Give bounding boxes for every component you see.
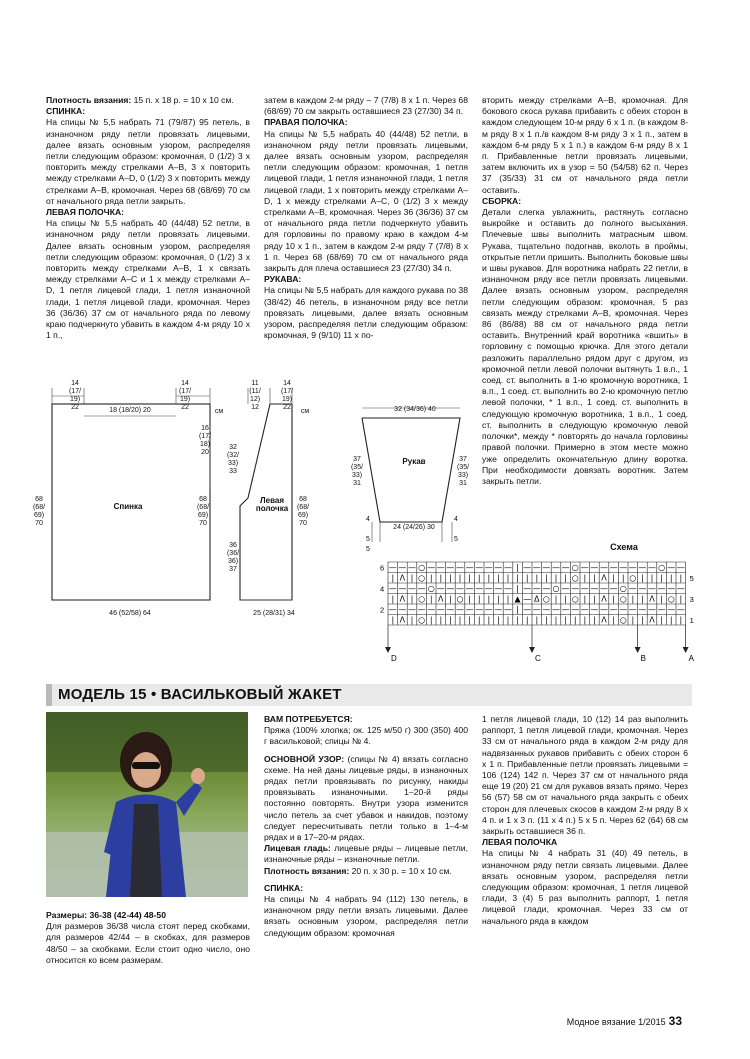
chart-arrow-head bbox=[529, 647, 535, 653]
chart-cell: | bbox=[525, 615, 529, 625]
chart-cell: — bbox=[456, 605, 464, 615]
chart-cell: — bbox=[427, 605, 436, 615]
chart-cell: — bbox=[571, 584, 580, 594]
chart-cell: — bbox=[667, 563, 676, 573]
chart-cell: — bbox=[504, 584, 512, 594]
inline-label: Плотность вязания: bbox=[264, 865, 350, 876]
back-left-side-dim: 68 (68/ 69) 70 bbox=[32, 496, 46, 527]
chart-cell: | bbox=[506, 594, 510, 604]
chart-cell: | bbox=[612, 594, 615, 604]
chart-cell: | bbox=[477, 615, 481, 625]
chart-cell: — bbox=[638, 605, 647, 615]
chart-cell: — bbox=[657, 584, 666, 594]
chart-cell: ○ bbox=[418, 594, 426, 604]
chart-cell: | bbox=[516, 605, 519, 615]
chart-cell: ○ bbox=[418, 615, 426, 625]
chart-cell: | bbox=[679, 615, 683, 625]
chart-cell: | bbox=[583, 615, 587, 625]
row-number-right: 1 bbox=[689, 615, 694, 625]
chart-cell: | bbox=[487, 573, 491, 583]
chart-cell: — bbox=[417, 584, 426, 594]
paragraph bbox=[482, 848, 688, 926]
chart-cell: — bbox=[398, 563, 407, 573]
chart-cell: — bbox=[436, 584, 445, 594]
back-unit: см bbox=[214, 408, 224, 415]
magazine-name: Модное вязание 1/2015 bbox=[566, 1017, 666, 1027]
paragraph bbox=[264, 95, 468, 117]
sleeve-under-right-dim: 5 bbox=[454, 536, 458, 543]
chart-cell: | bbox=[612, 615, 615, 625]
chart-cell: | bbox=[468, 615, 471, 625]
paragraph-text: 20 п. х 30 р. = 10 х 10 см. bbox=[349, 865, 452, 876]
chart-cell: | bbox=[554, 615, 558, 625]
sleeve-bottom-right-dim: 4 bbox=[454, 516, 458, 523]
paragraph-text: вторить между стрелками А–В, кромочная. Для бокового скоса рукава прибавить с обеих сторон в каждом следующем 10-м ряду 6 х 1 п. (в каждом 8-м ряду 8 х 1 п./в каждом 8-м ряду 3 х 1 п., затем в каждом 6-м ряду 5 х 1 п.) в каждом 6-м ряду 8 х 1 п. Прибавленные петли провязать лицевыми, затем включить их в узор = 50 (54/58) 62 п. Через 37 (35/33) 31 см от начального ряда петли оставить. bbox=[482, 95, 688, 195]
back-right-side-dim: 68 (68/ 69) 70 bbox=[196, 496, 210, 527]
chart-cell: ○ bbox=[456, 594, 464, 604]
chart-cell: ○ bbox=[667, 594, 675, 604]
section-heading: ПРАВАЯ ПОЛОЧКА: bbox=[264, 117, 348, 128]
front-left-neck-dim: 32 (32/ 33) 33 bbox=[226, 444, 240, 475]
paragraph-text: На спицы № 4 набрать 31 (40) 49 петель, в изнаночном ряду петли связать лицевыми. Далее вязать основным узором, распределяя петли следующим образом: кромочная, 1 петля лицевой глади, 3 (4) 5 раз выполнить раппорт, 1 петля лицевой глади, кромочная. Через 33 см от начального ряда в каждом bbox=[482, 848, 688, 926]
chart-cell: — bbox=[523, 563, 532, 573]
chart-cell: — bbox=[552, 563, 560, 573]
chart-cell: | bbox=[669, 573, 673, 583]
chart-cell: ○ bbox=[619, 615, 627, 625]
paragraph bbox=[264, 894, 468, 939]
chart-cell: — bbox=[484, 563, 493, 573]
chart-cell: | bbox=[583, 573, 587, 583]
paragraph-text: На спицы № 4 набрать 94 (112) 130 петель, в изнаночном ряду петли вязать лицевыми. Далее вязать основным узором, распределяя петли следующим образом: кромочная bbox=[264, 894, 468, 938]
chart-cell: — bbox=[408, 605, 416, 615]
knitting-chart bbox=[370, 554, 700, 664]
chart-cell: — bbox=[398, 584, 407, 594]
chart-cell: — bbox=[561, 605, 570, 615]
chart-cell: | bbox=[439, 615, 443, 625]
chart-cell: | bbox=[593, 615, 596, 625]
chart-cell: | bbox=[391, 615, 395, 625]
paragraph bbox=[264, 725, 468, 747]
paragraph bbox=[264, 754, 468, 844]
chart-cell: — bbox=[456, 563, 464, 573]
row-number-left: 2 bbox=[380, 605, 385, 615]
front-name: Левая полочка bbox=[255, 496, 289, 513]
chart-cell: — bbox=[580, 584, 589, 594]
chart-cell: — bbox=[532, 563, 541, 573]
sleeve-left-dim: 37 (35/ 33) 31 bbox=[350, 456, 364, 487]
sleeve-name: Рукав bbox=[402, 457, 426, 466]
chart-cell: | bbox=[535, 573, 539, 583]
chart-cell: Λ bbox=[601, 594, 607, 604]
paragraph bbox=[46, 117, 250, 207]
chart-cell: — bbox=[436, 605, 445, 615]
paragraph bbox=[482, 714, 688, 837]
chart-cell: ○ bbox=[552, 584, 560, 594]
chart-cell: | bbox=[449, 615, 452, 625]
chart-cell: | bbox=[545, 573, 548, 583]
chart-cell: — bbox=[484, 584, 493, 594]
chart-cell: — bbox=[532, 605, 541, 615]
section-heading: РУКАВА: bbox=[264, 274, 302, 285]
chart-cell: Λ bbox=[649, 594, 655, 604]
chart-cell: Λ bbox=[399, 573, 406, 583]
chart-cell: — bbox=[427, 563, 436, 573]
chart-cell: — bbox=[609, 584, 618, 594]
back-bottom-dim: 46 (52/58) 64 bbox=[109, 610, 151, 617]
chart-cell: | bbox=[410, 615, 414, 625]
front-left-low-dim: 36 (36/ 36) 37 bbox=[226, 542, 240, 573]
back-top-left-dim: 14 (17/ 19) 22 bbox=[68, 380, 82, 411]
chart-cell: — bbox=[542, 563, 551, 573]
chart-cell: — bbox=[628, 584, 637, 594]
chart-cell: | bbox=[516, 563, 519, 573]
paragraph-text: (спицы № 4) вязать согласно схеме. На ней даны лицевые ряды, в изнаночных рядах петли провязывать по рисунку, накиды провязывать изнаночными. 1–20-й ряды постоянно повторять. Внутри узора изменится число петель за счет убавок и накидов, поэтому следует пересчитывать петли только в 1–4-м рядах и в 17–20-м рядах. bbox=[264, 753, 468, 843]
chart-cell: — bbox=[600, 584, 608, 594]
chart-cell: | bbox=[468, 573, 471, 583]
page-number: 33 bbox=[668, 1014, 682, 1028]
chart-cell: ○ bbox=[571, 573, 579, 583]
chart-cell: | bbox=[487, 594, 491, 604]
chart-cell: — bbox=[580, 563, 589, 573]
chart-cell: | bbox=[458, 615, 462, 625]
chart-cell: — bbox=[676, 605, 685, 615]
back-name: Спинка bbox=[113, 502, 143, 511]
chart-cell: | bbox=[391, 573, 395, 583]
chart-cell: — bbox=[523, 584, 532, 594]
sizes-block bbox=[46, 910, 250, 966]
chart-cell: | bbox=[593, 573, 596, 583]
chart-cell: | bbox=[583, 594, 587, 604]
chart-cell: | bbox=[497, 615, 500, 625]
chart-cell: — bbox=[676, 563, 685, 573]
section-heading: ЛЕВАЯ ПОЛОЧКА: bbox=[46, 207, 125, 218]
row-number-left: 6 bbox=[380, 563, 385, 573]
chart-cell: | bbox=[497, 594, 500, 604]
section-heading: ЛЕВАЯ ПОЛОЧКА bbox=[482, 837, 558, 848]
chart-cell: | bbox=[468, 594, 471, 604]
chart-cell: — bbox=[465, 605, 474, 615]
chart-cell: | bbox=[429, 573, 433, 583]
chart-cell: ○ bbox=[658, 563, 666, 573]
chart-cell: | bbox=[631, 594, 635, 604]
chart-cell: | bbox=[650, 573, 654, 583]
paragraph-text: На спицы № 5,5 набрать для каждого рукава по 38 (38/42) 46 петель, в изнаночном ряду все петли провязать лицевыми, далее вязать основным узором, распределяя петли следующим образом: кромочная, 9 (9/10) 11 х по- bbox=[264, 285, 468, 341]
chart-cell: — bbox=[542, 605, 551, 615]
chart-cell: | bbox=[660, 573, 663, 583]
chart-cell: — bbox=[475, 563, 484, 573]
chart-cell: — bbox=[600, 563, 608, 573]
chart-cell: ○ bbox=[629, 573, 637, 583]
chart-cell: — bbox=[561, 563, 570, 573]
sleeve-right-dim: 37 (35/ 33) 31 bbox=[456, 456, 470, 487]
chart-cell: — bbox=[456, 584, 464, 594]
chart-cell: | bbox=[439, 573, 443, 583]
text-column-3 bbox=[482, 95, 688, 487]
section-heading: СПИНКА: bbox=[264, 882, 304, 893]
chart-cell: | bbox=[449, 573, 452, 583]
chart-cell: | bbox=[506, 615, 510, 625]
chart-cell: — bbox=[532, 584, 541, 594]
chart-cell: — bbox=[475, 584, 484, 594]
chart-cell: — bbox=[590, 584, 599, 594]
chart-arrow-label: C bbox=[535, 654, 541, 663]
chart-cell: — bbox=[494, 605, 503, 615]
paragraph bbox=[46, 218, 250, 341]
chart-arrow-label: A bbox=[688, 654, 694, 663]
chart-cell: — bbox=[561, 584, 570, 594]
chart-arrow-label: B bbox=[640, 654, 646, 663]
chart-cell: — bbox=[648, 563, 656, 573]
chart-cell: — bbox=[388, 584, 397, 594]
chart-cell: Λ bbox=[399, 594, 406, 604]
chart-cell: — bbox=[408, 584, 416, 594]
section-heading: ВАМ ПОТРЕБУЕТСЯ: bbox=[264, 714, 353, 724]
sizes-text: Для размеров 36/38 числа стоят перед скобками, для размеров 42/44 – в скобках, для размеров 48/50 – за скобками. Если стоит одно число, оно относится ко всем размерам. bbox=[46, 921, 250, 965]
front-bottom-dim: 25 (28/31) 34 bbox=[253, 610, 295, 617]
chart-cell: — bbox=[523, 605, 532, 615]
text-column-1 bbox=[46, 95, 250, 341]
chart-cell: ○ bbox=[427, 584, 435, 594]
chart-cell: | bbox=[641, 573, 644, 583]
chart-cell: | bbox=[554, 573, 558, 583]
chart-cell: | bbox=[516, 573, 519, 583]
chart-cell: — bbox=[609, 563, 618, 573]
chart-cell: | bbox=[516, 584, 519, 594]
chart-cell: — bbox=[590, 605, 599, 615]
chart-cell: — bbox=[638, 584, 647, 594]
chart-cell: | bbox=[621, 573, 625, 583]
chart-cell: | bbox=[554, 594, 558, 604]
model-photo bbox=[46, 712, 248, 897]
chart-cell: | bbox=[660, 615, 663, 625]
back-top-mid-dim: 18 (18/20) 20 bbox=[109, 407, 151, 414]
chart-cell: — bbox=[628, 563, 637, 573]
chart-cell: — bbox=[619, 605, 628, 615]
paragraph-text: На спицы № 5,5 набрать 40 (44/48) 52 петли, в изнаночном ряду петли провязать лицевыми. Далее вязать основным узором, распределяя петли следующим образом: кромочная, 0 (1/2) 3 х повторить между стрелками А–В, 1 х связать между стрелками А–С и 1 х между стрелками А–D, 1 петля лицевой глади, 1 петля изнаночной глади, 1 петля лицевой глади, кромочная. Через 36 (36/36) 37 см от начального ряда по левому краю подчеркнуто убавить в каждом 4-м ряду 10 х 1 п., bbox=[46, 218, 250, 341]
paragraph bbox=[482, 207, 688, 487]
chart-arrow-head bbox=[385, 647, 391, 653]
paragraph-text: 15 п. х 18 р. = 10 х 10 см. bbox=[131, 95, 234, 105]
chart-cell: | bbox=[410, 573, 414, 583]
chart-cell: | bbox=[429, 594, 433, 604]
chart-arrow-label: D bbox=[391, 654, 397, 663]
paragraph-text: Пряжа (100% хлопка; ок. 125 м/50 г) 300 (350) 400 г васильковой; спицы № 4. bbox=[264, 725, 468, 747]
chart-cell: | bbox=[631, 615, 635, 625]
chart-cell: — bbox=[388, 563, 397, 573]
chart-cell: — bbox=[580, 605, 589, 615]
chart-cell: ○ bbox=[418, 563, 426, 573]
chart-arrow-head bbox=[683, 647, 689, 653]
chart-cell: Λ bbox=[399, 615, 406, 625]
paragraph-text: На спицы № 5,5 набрать 71 (79/87) 95 петель, в изнаночном ряду петли провязать лицевыми, далее вязать основным узором, распределяя петли следующим образом: кромочная, 0 (1/2) 3 х повторить между стрелками А–В, 3 х повторить между стрелками А–D, 0 (1/2) 3 х повторить между стрелками А–В, кромочная. Через 68 (68/69) 70 см от начального ряда петли закрыть. bbox=[46, 117, 250, 206]
chart-cell: | bbox=[564, 615, 567, 625]
chart-cell: — bbox=[417, 605, 426, 615]
chart-cell: — bbox=[398, 605, 407, 615]
chart-cell: — bbox=[676, 584, 685, 594]
text-column-2 bbox=[264, 95, 468, 341]
chart-cell: — bbox=[446, 563, 455, 573]
sleeve-top-dim: 32 (34/36) 40 bbox=[394, 406, 436, 413]
chart-cell: Λ bbox=[601, 573, 607, 583]
chart-cell: ○ bbox=[571, 594, 579, 604]
back-right-top-dim: 16 (17/ 18) 20 bbox=[198, 425, 212, 456]
chart-cell: — bbox=[648, 605, 656, 615]
chart-cell: — bbox=[619, 563, 628, 573]
chart-cell: — bbox=[494, 563, 503, 573]
paragraph-text: 1 петля лицевой глади, 10 (12) 14 раз выполнить раппорт, 1 петля лицевой глади, кромочная. Через 33 см от начального ряда в каждом 2-м ряду для надвязанных рукавов прибавить с обеих сторон 6 х 1 п. Прибавленные петли провязать лицевыми = 106 (124) 142 п. Через 37 см от начального ряда еще 19 (20) 21 см для рукавов вязать прямо. Через 56 (57) 58 см от начального ряда закрыть с обеих сторон для плечевых скосов в каждом 2-м ряду 8 х 4 п. и 1 х 3 п. (11 х 4 п.) 5 х 5 п. Через 62 (64) 68 см закрыть оставшиеся 36 п. bbox=[482, 714, 688, 837]
chart-cell: ○ bbox=[619, 584, 627, 594]
chart-cell: ○ bbox=[571, 563, 579, 573]
chart-cell: | bbox=[669, 615, 673, 625]
chart-cell: Λ bbox=[601, 615, 607, 625]
chart-cell: Λ bbox=[649, 615, 655, 625]
paragraph-text: Детали слегка увлажнить, растянуть согласно выкройке и оставить до полного высыхания. Плечевые швы выполнить матрасным швом. Рукава, тщательно подогнав, вколоть в проймы, открытые петли пришить. Выполнить боковые швы и швы рукавов. Для воротника набрать 22 петли, в изнаночном ряду все петли провязать лицевыми. Далее вязать основным узором, распределяя петли следующим образом: кромочная, 5 раз связать между стрелками А–В, кромочная. Через 86 (86/88) 88 см от начального ряда петли оставить. Внутренний край воротника «вшить» в горловину с помощью крючка. Для этого детали разложить параллельно рядом друг с другом, из кромочной петли левой полочки вытянуть 1 в.п., 1 соед. ст. выполнить в 1-ю кромочную воротника, 1 в.п., 1 соед. ст. выполнить во 2-ю кромочную петлю левой полочки, * 1 в.п., 1 соед. ст. выполнить в следующую кромочную воротника, 1 в.п., 1 соед. ст. выполнить в следующую кромочную левой полочки*, между * повторять до начала горловины правой полочки. Примерно в этом месте можно уже определить окончательную длину воротка. При необходимости довязать воротник. Затем закрыть петли. bbox=[482, 207, 688, 486]
chart-cell: — bbox=[446, 584, 455, 594]
chart-cell: ○ bbox=[542, 594, 550, 604]
chart-cell: | bbox=[429, 615, 433, 625]
chart-cell: | bbox=[573, 615, 577, 625]
chart-cell: | bbox=[612, 573, 615, 583]
chart-arrow-head bbox=[635, 647, 641, 653]
sleeve-bottom-mid-dim: 24 (24/26) 30 bbox=[393, 524, 435, 531]
inline-label: Лицевая гладь: bbox=[264, 843, 331, 854]
back-top-right-dim: 14 (17/ 19) 22 bbox=[178, 380, 192, 411]
chart-cell: | bbox=[679, 573, 683, 583]
chart-cell: | bbox=[641, 594, 644, 604]
row-number-right: 3 bbox=[689, 594, 694, 604]
scheme-title: Схема bbox=[610, 542, 638, 552]
front-right-side-dim: 68 (68/ 69) 70 bbox=[296, 496, 310, 527]
chart-cell: | bbox=[679, 594, 683, 604]
chart-cell: — bbox=[446, 605, 455, 615]
chart-cell: | bbox=[593, 594, 596, 604]
chart-cell: | bbox=[487, 615, 491, 625]
chart-cell: — bbox=[600, 605, 608, 615]
chart-cell: | bbox=[516, 615, 519, 625]
chart-cell: — bbox=[571, 605, 580, 615]
chart-cell: Δ bbox=[534, 594, 540, 604]
model-title: МОДЕЛЬ 15 • ВАСИЛЬКОВЫЙ ЖАКЕТ bbox=[58, 686, 342, 703]
bottom-text-column-2 bbox=[264, 714, 468, 939]
chart-cell: | bbox=[497, 573, 500, 583]
chart-cell: — bbox=[638, 563, 647, 573]
front-unit: см bbox=[300, 408, 310, 415]
chart-cell: — bbox=[648, 584, 656, 594]
paragraph-text: На спицы № 5,5 набрать 40 (44/48) 52 петли, в изнаночном ряду петли провязать лицевыми, далее вязать основным узором, распределяя петли следующим образом: кромочная, 1 петля лицевой глади, 1 петля изнаночной глади, 1 петля лицевой глади, 1 х повторить между стрелками А–D, 1 х между стрелками А–С, 0 (1/2) 3 х между стрелками А–В, кромочная. Через 36 (36/36) 37 см от начального ряда петли подчеркнуто убавить для горловины по правому краю в каждом 4-м ряду 10 х 1 п., затем в каждом 2-м ряду 7 (7/8) 8 х 1 п. Через 68 (68/69) 70 см от начального ряда закрыть для плеча оставшиеся 23 (27/30) 34 п. bbox=[264, 128, 468, 274]
inline-label: Плотность вязания: bbox=[46, 95, 132, 105]
chart-cell: — bbox=[465, 563, 474, 573]
bottom-text-column-3 bbox=[482, 714, 688, 927]
chart-cell: | bbox=[506, 573, 510, 583]
chart-cell: — bbox=[494, 584, 503, 594]
paragraph bbox=[482, 95, 688, 196]
chart-cell: | bbox=[458, 573, 462, 583]
chart-cell: | bbox=[410, 594, 414, 604]
paragraph-text: лицевые ряды – лицевые петли, изнаночные ряды – изнаночные петли. bbox=[264, 843, 468, 865]
sleeve-bottom-left-dim: 4 bbox=[366, 516, 370, 523]
chart-cell: | bbox=[449, 594, 452, 604]
chart-cell: — bbox=[504, 605, 512, 615]
chart-cell: | bbox=[641, 615, 644, 625]
sleeve-under-left-dim: 5 bbox=[366, 536, 370, 543]
paragraph bbox=[264, 866, 468, 877]
row-number-left: 4 bbox=[380, 584, 385, 594]
row-number-right: 5 bbox=[689, 573, 694, 583]
chart-cell: — bbox=[523, 594, 532, 604]
chart-cell: — bbox=[667, 605, 676, 615]
chart-cell: ○ bbox=[619, 594, 627, 604]
page-footer bbox=[567, 1014, 682, 1028]
chart-cell: — bbox=[552, 605, 560, 615]
chart-cell: | bbox=[477, 594, 481, 604]
chart-cell: ○ bbox=[418, 573, 426, 583]
chart-cell: — bbox=[657, 605, 666, 615]
chart-cell: | bbox=[391, 594, 395, 604]
chart-cell: — bbox=[542, 584, 551, 594]
paragraph bbox=[264, 129, 468, 275]
front-top-left-dim: 11 (11/ 12) 12 bbox=[249, 380, 261, 411]
inline-label: ОСНОВНОЙ УЗОР: bbox=[264, 753, 345, 764]
sleeve-under-left2-dim: 5 bbox=[366, 546, 370, 553]
chart-cell: | bbox=[535, 615, 539, 625]
section-heading: СПИНКА: bbox=[46, 106, 86, 117]
chart-cell: — bbox=[628, 605, 637, 615]
chart-cell: — bbox=[465, 584, 474, 594]
chart-cell: — bbox=[475, 605, 484, 615]
paragraph bbox=[264, 285, 468, 341]
chart-cell: | bbox=[660, 594, 663, 604]
paragraph bbox=[264, 843, 468, 865]
chart-cell: | bbox=[525, 573, 529, 583]
chart-cell: — bbox=[484, 605, 493, 615]
chart-cell: — bbox=[436, 563, 445, 573]
front-top-right-dim: 14 (17/ 19) 22 bbox=[280, 380, 294, 411]
chart-cell: — bbox=[388, 605, 397, 615]
chart-cell: — bbox=[667, 584, 676, 594]
section-heading: СБОРКА: bbox=[482, 195, 522, 206]
chart-cell: — bbox=[408, 563, 416, 573]
chart-cell: | bbox=[564, 573, 567, 583]
paragraph-text: затем в каждом 2-м ряду – 7 (7/8) 8 х 1 п. Через 68 (68/69) 70 см закрыть оставшиеся 23 (27/30) 34 п. bbox=[264, 95, 468, 117]
chart-cell: — bbox=[590, 563, 599, 573]
chart-cell: Λ bbox=[438, 594, 444, 604]
chart-cell: | bbox=[564, 594, 567, 604]
chart-cell: | bbox=[545, 615, 548, 625]
chart-cell: — bbox=[504, 563, 512, 573]
sizes-label: Размеры: 36-38 (42-44) 48-50 bbox=[46, 910, 166, 920]
chart-cell: — bbox=[609, 605, 618, 615]
chart-cell: ▲ bbox=[514, 594, 521, 604]
chart-cell: | bbox=[477, 573, 481, 583]
paragraph bbox=[46, 95, 250, 106]
